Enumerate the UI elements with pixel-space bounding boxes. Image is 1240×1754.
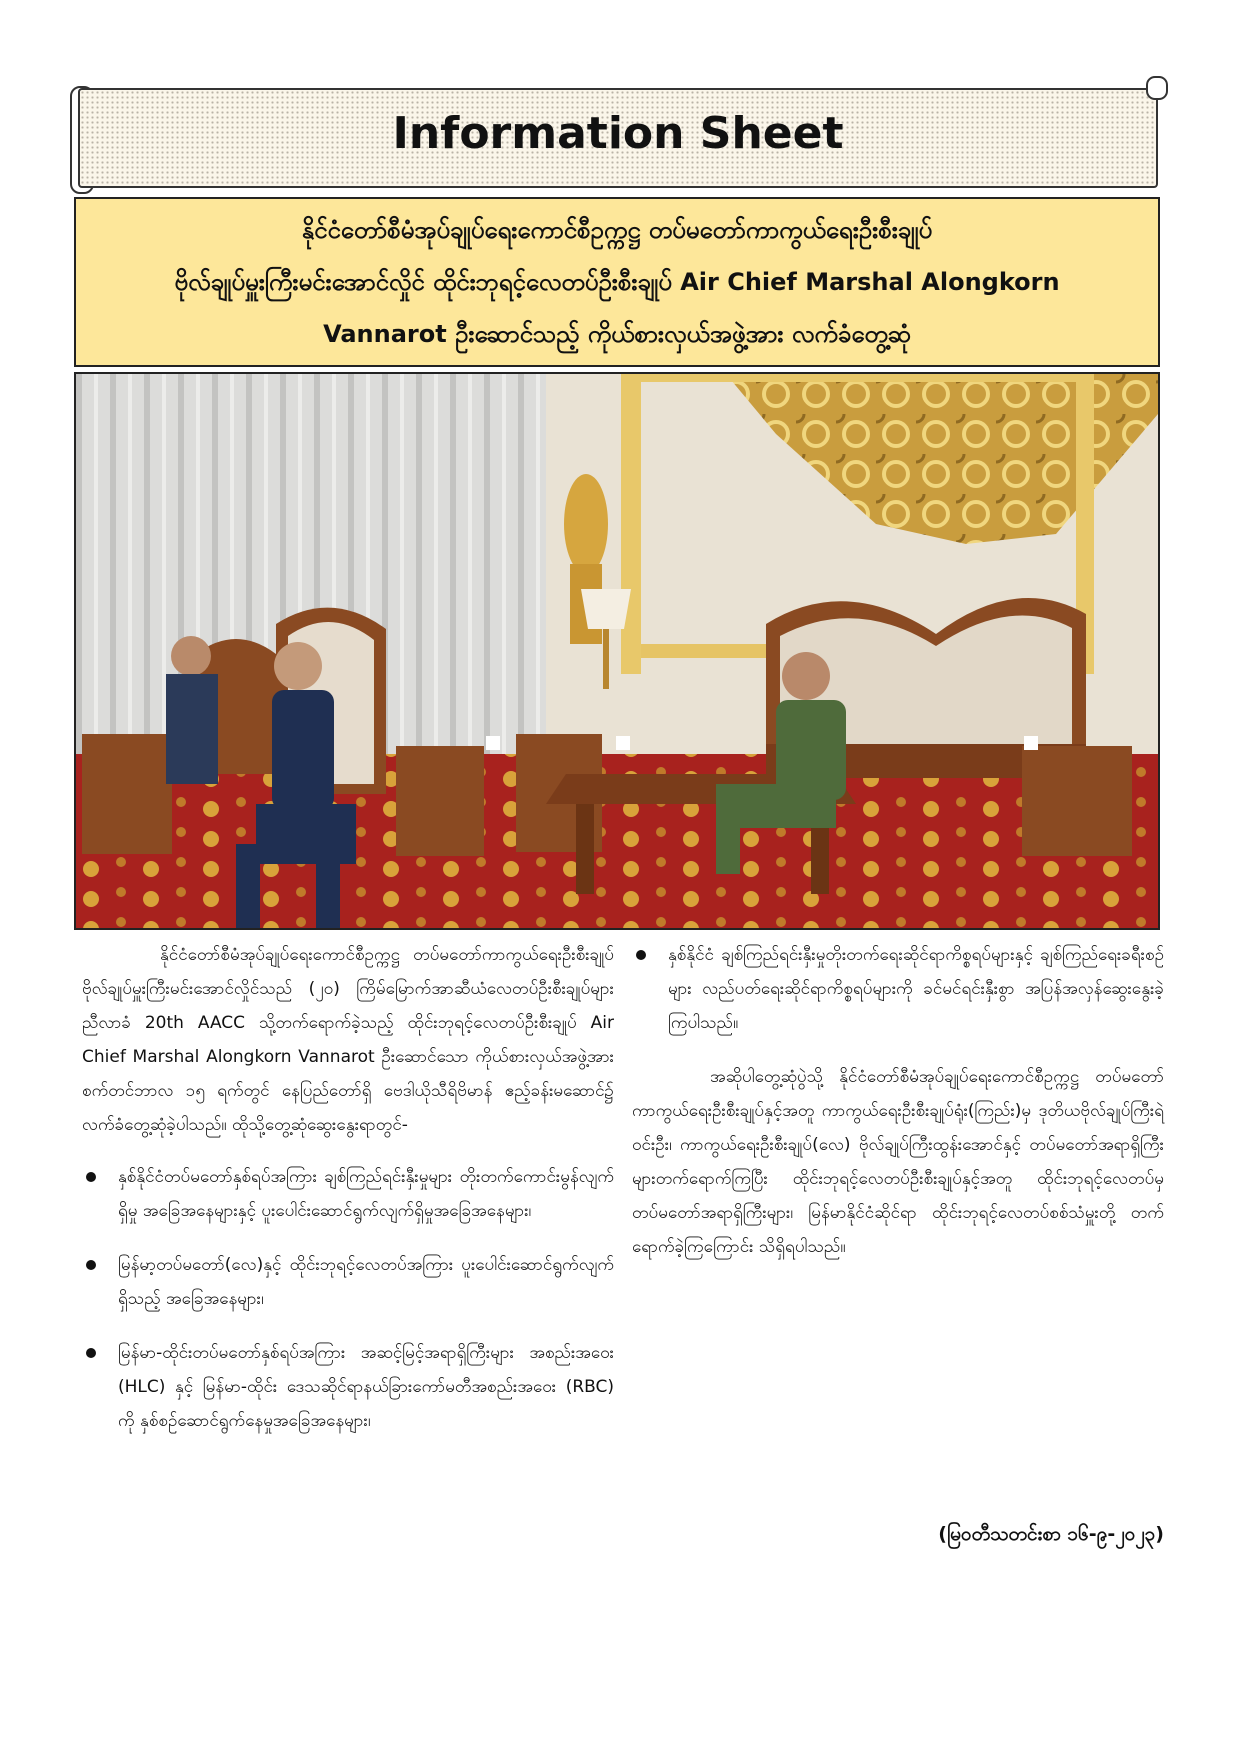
headline-box [74,197,1160,367]
bullet-icon [86,1260,96,1270]
bullet-icon [636,950,646,960]
closing-paragraph: အဆိုပါတွေ့ဆုံပွဲသို့ နိုင်ငံတော်စီမံအုပ်ချုပ်ရေးကောင်စီဥက္ကဋ္ဌ တပ်မတော်ကာကွယ်ရေးဦးစီးချုပ်နှင့်အတူ ကာကွယ်ရေးဦးစီးချုပ်ရုံး(ကြည်း)မှ ဒုတိယဗိုလ်ချုပ်ကြီးရဲဝင်းဦး၊ ကာကွယ်ရေးဦးစီးချုပ်(လေ) ဗိုလ်ချုပ်ကြီးထွန်းအောင်နှင့် တပ်မတော်အရာရှိကြီးများတက်ရောက်ကြပြီး ထိုင်းဘုရင့်လေတပ်ဦးစီးချုပ်နှင့်အတူ ထိုင်းဘုရင့်လေတပ်မှတပ်မတော်အရာရှိကြီးများ၊ မြန်မာနိုင်ငံဆိုင်ရာ ထိုင်းဘုရင့်လေတပ်စစ်သံမှူးတို့ တက်ရောက်ခဲ့ကြကြောင်း သိရှိရပါသည်။ [632,1067,1164,1257]
bullet-icon [86,1348,96,1358]
list-item-text: နှစ်နိုင်ငံတပ်မတော်နှစ်ရပ်အကြား ချစ်ကြည်ရင်းနှီးမှုများ တိုးတက်ကောင်းမွန်လျက်ရှိမှု အခြေအနေများနှင့် ပူးပေါင်းဆောင်ရွက်လျက်ရှိမှုအခြေအနေများ၊ [118,1167,614,1221]
list-item-text: မြန်မာ့တပ်မတော်(လေ)နှင့် ထိုင်းဘုရင့်လေတပ်အကြား ပူးပေါင်းဆောင်ရွက်လျက်ရှိသည့် အခြေအနေများ၊ [118,1255,614,1309]
headline-line-2: ဗိုလ်ချုပ်မှူးကြီးမင်းအောင်လှိုင် ထိုင်းဘုရင့်လေတပ်ဦးစီးချုပ် Air Chief Marshal Alongkorn [174,268,1060,296]
topic-list-continued [632,938,1164,1040]
topic-list [82,1160,614,1438]
intro-paragraph: နိုင်ငံတော်စီမံအုပ်ချုပ်ရေးကောင်စီဥက္ကဋ္ဌ တပ်မတော်ကာကွယ်ရေးဦးစီးချုပ် ဗိုလ်ချုပ်မှူးကြီးမင်းအောင်လှိုင်သည် (၂၀) ကြိမ်မြောက်အာဆီယံလေတပ်ဦးစီးချုပ်များ ညီလာခံ 20th AACC သို့တက်ရောက်ခဲ့သည့် ထိုင်းဘုရင့်လေတပ်ဦးစီးချုပ် Air Chief Marshal Alongkorn Vannarot ဦးဆောင်သော ကိုယ်စားလှယ်အဖွဲ့အား စက်တင်ဘာလ ၁၅ ရက်တွင် နေပြည်တော်ရှိ ဗေဒါယိုသီရိဗိမာန် ဧည့်ခန်းမဆောင်၌ လက်ခံတွေ့ဆုံခဲ့ပါသည်။ ထိုသို့တွေ့ဆုံဆွေးနွေးရာတွင်- [82,945,614,1135]
list-item [82,1248,614,1316]
title-banner [78,88,1158,188]
list-item-text: နှစ်နိုင်ငံ ချစ်ကြည်ရင်းနှီးမှုတိုးတက်ရေးဆိုင်ရာကိစ္စရပ်များနှင့် ချစ်ကြည်ရေးခရီးစဉ်များ လည်ပတ်ရေးဆိုင်ရာကိစ္စရပ်များကို ခင်မင်ရင်းနှီးစွာ အပြန်အလှန်ဆွေးနွေးခဲ့ကြပါသည်။ [668,945,1164,1033]
scroll-right-curl [1146,76,1168,100]
list-item [82,1336,614,1438]
list-item-text: မြန်မာ-ထိုင်းတပ်မတော်နှစ်ရပ်အကြား အဆင့်မြင့်အရာရှိကြီးများ အစည်းအဝေး (HLC) နှင့် မြန်မာ-ထိုင်း ဒေသဆိုင်ရာနယ်ခြားကော်မတီအစည်းအဝေး (RBC) ကို နှစ်စဉ်ဆောင်ရွက်နေမှုအခြေအနေများ၊ [118,1343,614,1431]
headline-line-3: Vannarot ဦးဆောင်သည့် ကိုယ်စားလှယ်အဖွဲ့အား လက်ခံတွေ့ဆုံ [323,320,911,348]
meeting-scene [76,374,1158,928]
right-column [632,938,1164,1282]
page-title: Information Sheet [392,108,844,159]
list-item [632,938,1164,1040]
bullet-icon [86,1172,96,1182]
headline-line-1: နိုင်ငံတော်စီမံအုပ်ချုပ်ရေးကောင်စီဥက္ကဋ္ဌ တပ်မတော်ကာကွယ်ရေးဦးစီးချုပ် [301,216,933,244]
source-citation: (မြဝတီသတင်းစာ ၁၆-၉-၂၀၂၃) [938,1523,1164,1545]
meeting-photo [74,372,1160,930]
left-column [82,938,614,1458]
list-item [82,1160,614,1228]
